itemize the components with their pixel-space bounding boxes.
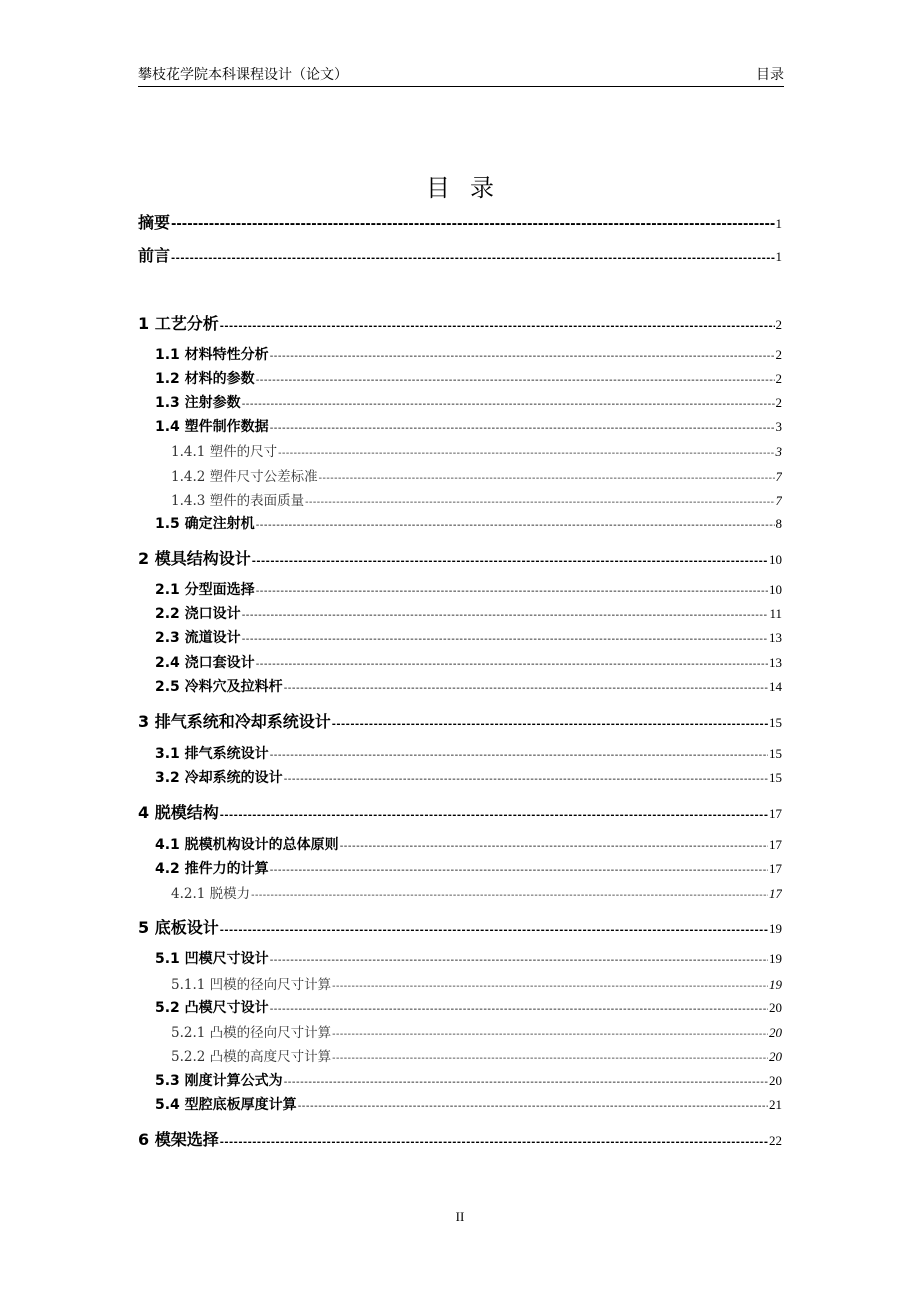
toc-entry-page: 2 [775,317,782,332]
toc-entry-label: 4.2.1 脱模力 [171,886,251,902]
toc-entry-page: 17 [769,837,782,852]
toc-entry-label: 1.4.2 塑件尺寸公差标准 [171,469,318,485]
toc-entry-page: 17 [769,886,782,901]
toc-entry-page: 3 [775,419,782,434]
toc-entry-page: 22 [769,1133,782,1148]
toc-entry[interactable] [155,416,782,438]
toc-entry-page: 13 [769,655,782,670]
page-number: II [455,1209,465,1224]
toc-entry[interactable] [138,210,782,232]
toc-entry-label: 5.2 凸模尺寸设计 [155,1000,269,1016]
toc-dot-leader [220,321,775,332]
toc-entry-page: 1 [775,249,782,264]
toc-entry-label: 5.1.1 凹模的径向尺寸计算 [171,977,332,993]
toc-entry-label: 3 排气系统和冷却系统设计 [138,712,331,731]
toc-entry[interactable] [171,1045,782,1067]
toc-entry-label: 6 模架选择 [138,1130,219,1149]
toc-entry-page: 20 [769,1049,782,1064]
toc-entry-label: 1 工艺分析 [138,314,219,333]
toc-entry[interactable] [155,603,782,625]
toc-entry-label: 5.2.2 凸模的高度尺寸计算 [171,1049,332,1065]
toc-dot-leader [256,375,775,386]
toc-dot-leader [220,925,768,936]
toc-entry[interactable] [138,546,782,568]
toc-entry-label: 1.5 确定注射机 [155,516,255,532]
toc-entry-label: 5 底板设计 [138,918,219,937]
toc-entry-label: 1.2 材料的参数 [155,371,255,387]
toc-dot-leader [251,890,768,901]
toc-entry-label: 3.2 冷却系统的设计 [155,770,283,786]
toc-entry-page: 19 [769,951,782,966]
toc-dot-leader [252,556,768,567]
toc-entry-label: 5.3 刚度计算公式为 [155,1073,283,1089]
toc-entry-label: 2.1 分型面选择 [155,582,255,598]
toc-entry-page: 3 [775,444,782,459]
toc-dot-leader [319,473,775,484]
toc-entry-label: 1.4 塑件制作数据 [155,419,269,435]
toc-dot-leader [220,810,768,821]
toc-dot-leader [242,610,769,621]
toc-entry-label: 5.1 凹模尺寸设计 [155,951,269,967]
toc-entry[interactable] [155,997,782,1019]
page-title: 目录 [426,174,514,202]
toc-entry[interactable] [171,440,782,462]
toc-entry-page: 2 [775,395,782,410]
toc-entry-label: 2.2 浇口设计 [155,606,241,622]
toc-entry[interactable] [138,311,782,333]
toc-dot-leader [242,399,775,410]
toc-entry-label: 3.1 排气系统设计 [155,746,269,762]
toc-entry[interactable] [155,1070,782,1092]
toc-dot-leader [171,217,774,232]
toc-entry[interactable] [171,1021,782,1043]
toc-entry-page: 13 [769,630,782,645]
toc-entry-label: 1.3 注射参数 [155,395,241,411]
toc-entry-page: 15 [769,715,782,730]
toc-entry-page: 20 [769,1025,782,1040]
toc-dot-leader [332,981,768,992]
toc-entry-page: 2 [775,371,782,386]
toc-dot-leader [256,520,775,531]
toc-entry[interactable] [155,344,782,366]
toc-entry[interactable] [155,392,782,414]
toc-entry-label: 5.2.1 凸模的径向尺寸计算 [171,1025,332,1041]
toc-entry[interactable] [138,243,782,265]
toc-dot-leader [305,497,774,508]
toc-entry-page: 20 [769,1000,782,1015]
toc-entry-label: 摘要 [138,213,171,232]
toc-dot-leader [332,1053,768,1064]
toc-entry-label: 1.1 材料特性分析 [155,347,269,363]
toc-entry[interactable] [171,882,782,904]
toc-dot-leader [332,1029,768,1040]
toc-entry[interactable] [155,858,782,880]
toc-entry[interactable] [155,767,782,789]
toc-dot-leader [242,634,768,645]
toc-entry-page: 19 [769,977,782,992]
toc-entry[interactable] [138,800,782,822]
toc-entry[interactable] [171,465,782,487]
toc-entry[interactable] [155,948,782,970]
toc-entry-page: 14 [769,679,782,694]
toc-dot-leader [284,774,768,785]
header-section-title: 目录 [756,67,784,83]
toc-entry-page: 10 [769,582,782,597]
toc-dot-leader [270,351,775,362]
toc-entry-label: 5.4 型腔底板厚度计算 [155,1097,297,1113]
toc-dot-leader [284,1077,768,1088]
toc-entry[interactable] [155,368,782,390]
toc-entry[interactable] [155,627,782,649]
toc-dot-leader [270,955,768,966]
toc-entry[interactable] [138,1127,782,1149]
toc-entry-page: 7 [775,493,782,508]
toc-dot-leader [256,586,768,597]
toc-entry-label: 2.3 流道设计 [155,630,241,646]
toc-dot-leader [298,1101,768,1112]
toc-dot-leader [270,1004,768,1015]
toc-entry-label: 2.5 冷料穴及拉料杆 [155,679,283,695]
toc-dot-leader [270,423,775,434]
toc-dot-leader [332,719,768,730]
toc-entry-label: 4 脱模结构 [138,803,219,822]
toc-entry[interactable] [155,834,782,856]
toc-entry[interactable] [138,915,782,937]
toc-entry-page: 8 [775,516,782,531]
toc-entry-label: 2 模具结构设计 [138,549,251,568]
toc-entry-label: 4.1 脱模机构设计的总体原则 [155,837,339,853]
toc-entry-page: 17 [769,861,782,876]
toc-entry-page: 15 [769,770,782,785]
toc-dot-leader [270,750,768,761]
toc-entry[interactable] [138,709,782,731]
toc-dot-leader [270,865,768,876]
toc-entry-page: 7 [775,469,782,484]
toc-entry-page: 19 [769,921,782,936]
toc-dot-leader [171,253,774,264]
toc-entry[interactable] [155,743,782,765]
toc-dot-leader [278,448,774,459]
toc-entry[interactable] [155,513,782,535]
toc-entry-page: 1 [775,216,782,231]
toc-dot-leader [256,659,768,670]
toc-entry[interactable] [155,1094,782,1116]
toc-entry-page: 11 [769,606,782,621]
toc-entry-label: 1.4.1 塑件的尺寸 [171,444,278,460]
toc-entry-page: 15 [769,746,782,761]
toc-dot-leader [284,683,768,694]
toc-entry-page: 21 [769,1097,782,1112]
toc-entry-page: 2 [775,347,782,362]
toc-entry[interactable] [171,973,782,995]
toc-entry-label: 2.4 浇口套设计 [155,655,255,671]
toc-entry-page: 17 [769,806,782,821]
toc-entry-page: 10 [769,552,782,567]
toc-entry[interactable] [155,579,782,601]
toc-dot-leader [340,841,768,852]
toc-entry-label: 1.4.3 塑件的表面质量 [171,493,305,509]
toc-entry[interactable] [155,652,782,674]
header-school-title: 攀枝花学院本科课程设计（论文） [138,67,348,83]
toc-entry-label: 前言 [138,246,171,265]
toc-entry-page: 20 [769,1073,782,1088]
toc-entry[interactable] [171,489,782,511]
toc-dot-leader [220,1137,768,1148]
toc-entry-label: 4.2 推件力的计算 [155,861,269,877]
toc-entry[interactable] [155,676,782,698]
